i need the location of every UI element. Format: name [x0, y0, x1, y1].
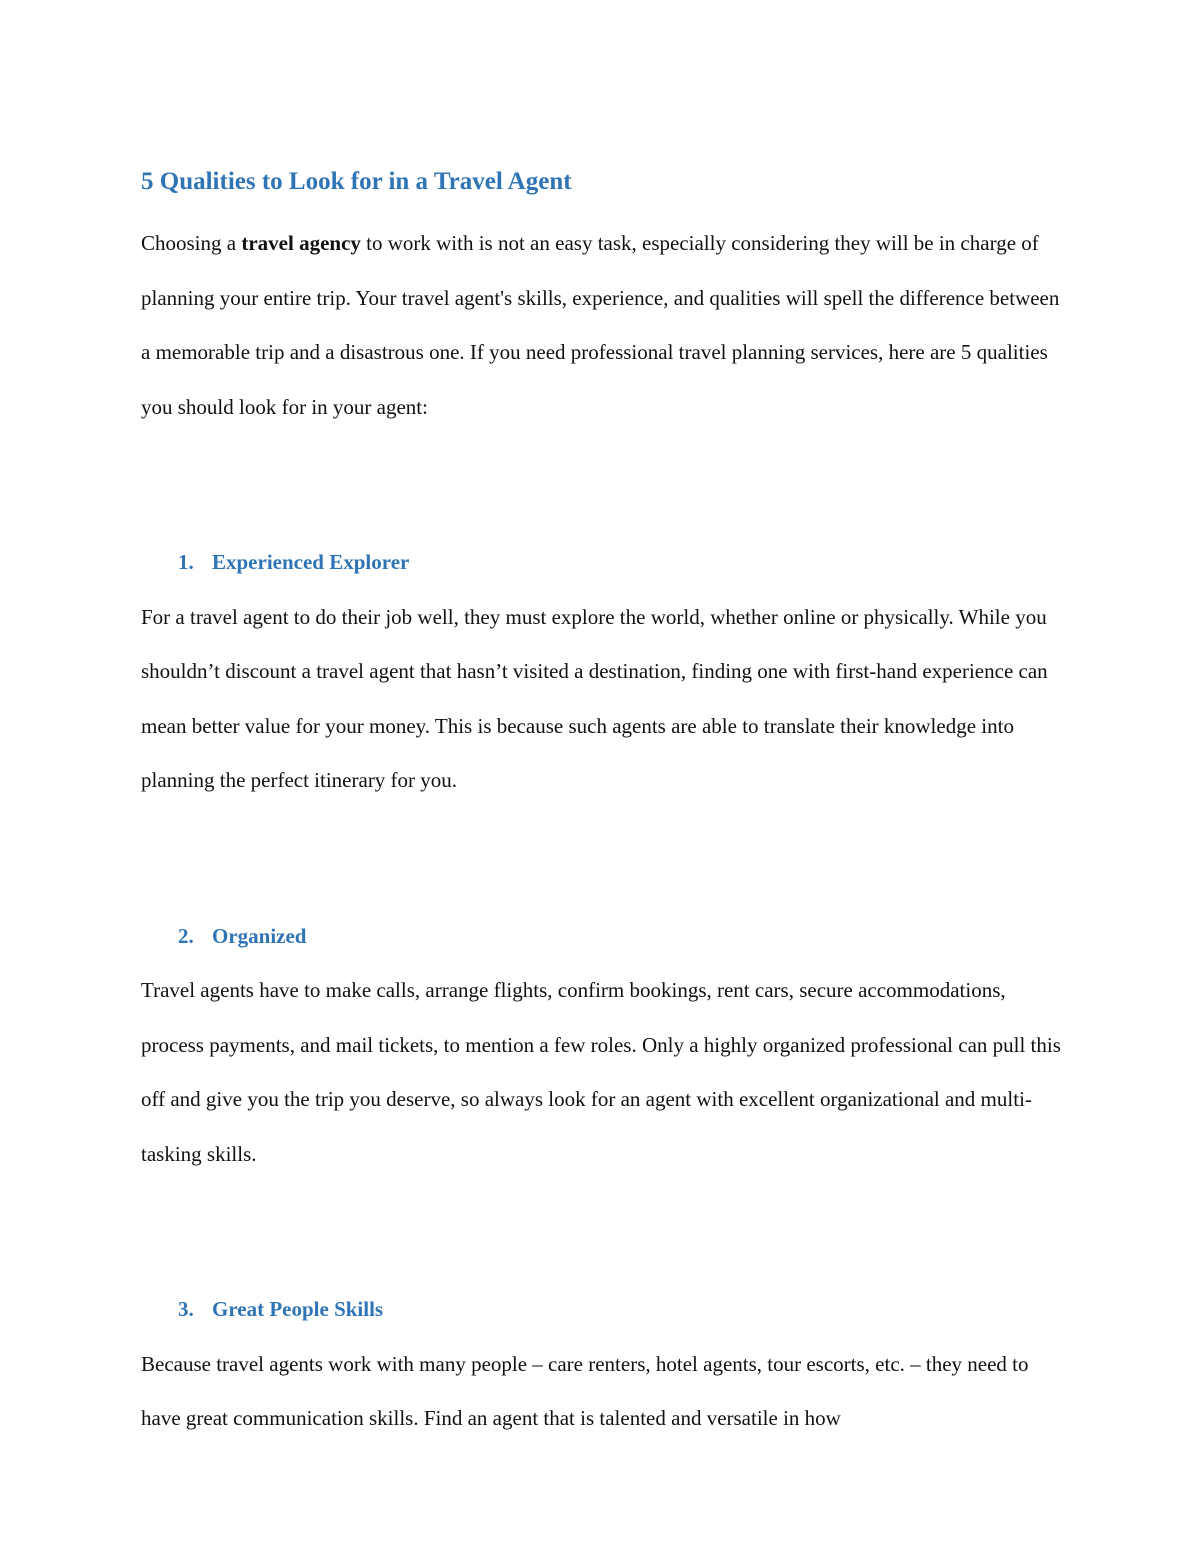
intro-text-rest: to work with is not an easy task, especially considering they will be in charge of planning your entire trip. Your travel agent's skills, experience, and qualities will spell the difference between a memorable trip and a disastrous one. If you need professional travel planning services, here are 5 qualities you should look for in your agent:	[141, 231, 1060, 419]
section-heading-experienced-explorer	[141, 535, 1061, 590]
section-heading-organized	[141, 909, 1061, 964]
section-body-experienced-explorer: For a travel agent to do their job well, they must explore the world, whether online or physically. While you shouldn’t discount a travel agent that hasn’t visited a destination, finding one with first-hand experience can mean better value for your money. This is because such agents are able to translate their knowledge into planning the perfect itinerary for you.	[141, 604, 1048, 792]
section-heading-text: Great People Skills	[212, 1297, 384, 1321]
document-content	[141, 160, 1061, 1446]
section-heading-text: Organized	[212, 923, 307, 948]
section-number: 2.	[178, 923, 194, 948]
intro-bold-term: travel agency	[241, 231, 361, 255]
section-body-organized: Travel agents have to make calls, arrange flights, confirm bookings, rent cars, secure accommodations, process payments, and mail tickets, to mention a few roles. Only a highly organized professional can pull this off and give you the trip you deserve, so always look for an agent with excellent organizational and multi-tasking skills.	[141, 978, 1061, 1166]
section-number: 3.	[178, 1297, 194, 1321]
section-heading-text: Experienced Explorer	[212, 550, 410, 574]
section-heading-great-people-skills	[141, 1282, 1061, 1337]
section-number: 1.	[178, 550, 194, 574]
intro-paragraph	[141, 216, 1061, 434]
intro-text-start: Choosing a	[141, 231, 242, 255]
document-title: 5 Qualities to Look for in a Travel Agent	[141, 168, 572, 195]
section-body-great-people-skills: Because travel agents work with many people – care renters, hotel agents, tour escorts, etc. – they need to have great communication skills. Find an agent that is talented and versatile in how	[141, 1351, 1029, 1430]
